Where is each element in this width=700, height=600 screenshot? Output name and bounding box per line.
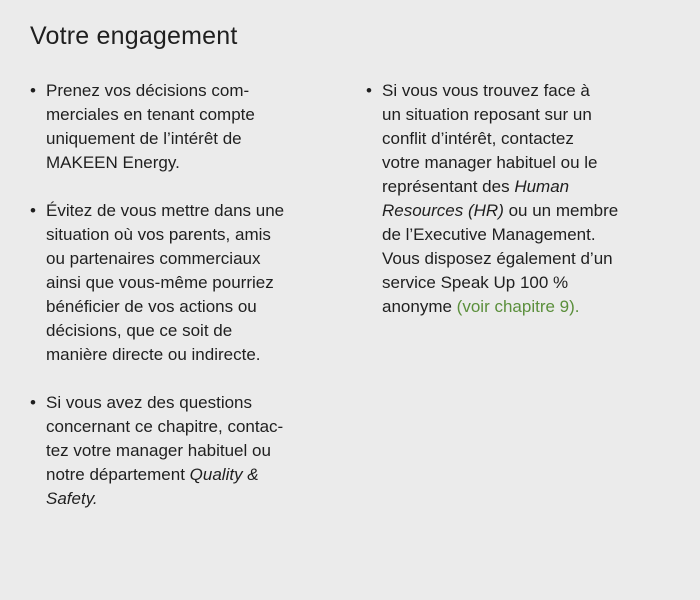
text-line: décisions, que ce soit de <box>46 321 233 340</box>
text-line: situation où vos parents, amis <box>46 225 271 244</box>
text-line <box>382 295 676 319</box>
text-line: service Speak Up 100 % <box>382 273 569 292</box>
text-line: votre manager habituel ou le <box>382 153 598 172</box>
text-line: manière directe ou indirecte. <box>46 345 261 364</box>
text-line: un situation reposant sur un <box>382 105 592 124</box>
text-line <box>382 199 676 223</box>
text-line: • Évitez de vous mettre dans une <box>46 201 285 220</box>
commitment-list-right <box>366 79 676 343</box>
department-name: Safety. <box>46 489 98 508</box>
text-line: concernant ce chapitre, contac- <box>46 417 284 436</box>
text-line: bénéficier de vos actions ou <box>46 297 257 316</box>
text-segment: notre département <box>46 465 190 484</box>
text-line: • Si vous vous trouvez face à <box>382 81 590 100</box>
list-item-conflict-of-interest <box>366 79 676 319</box>
text-line: MAKEEN Energy. <box>46 153 180 172</box>
text-line: • Prenez vos décisions com- <box>46 81 250 100</box>
text-line <box>382 175 676 199</box>
text-line: tez votre manager habituel ou <box>46 441 271 460</box>
text-line: merciales en tenant compte <box>46 105 255 124</box>
chapter-9-link[interactable]: (voir chapitre 9). <box>456 297 580 316</box>
text-segment: représentant des <box>382 177 515 196</box>
department-name: Resources (HR) <box>382 201 504 220</box>
department-name: Quality & <box>189 465 259 484</box>
department-name: Human <box>514 177 570 196</box>
text-segment: ou un membre <box>503 201 619 220</box>
text-line: de l’Executive Management. <box>382 225 596 244</box>
text-line: conflit d’intérêt, contactez <box>382 129 574 148</box>
list-item-decisions <box>30 79 342 175</box>
list-item-avoid-benefit <box>30 199 342 367</box>
text-line: ou partenaires commerciaux <box>46 249 261 268</box>
text-line: Vous disposez également d’un <box>382 249 613 268</box>
text-segment: anonyme <box>382 297 457 316</box>
text-line: • Si vous avez des questions <box>46 393 253 412</box>
page-title: Votre engagement <box>30 22 238 50</box>
commitment-list-left <box>30 79 342 535</box>
text-line <box>46 463 342 487</box>
text-line: uniquement de l’intérêt de <box>46 129 242 148</box>
list-item-questions <box>30 391 342 511</box>
text-line: ainsi que vous-même pourriez <box>46 273 274 292</box>
